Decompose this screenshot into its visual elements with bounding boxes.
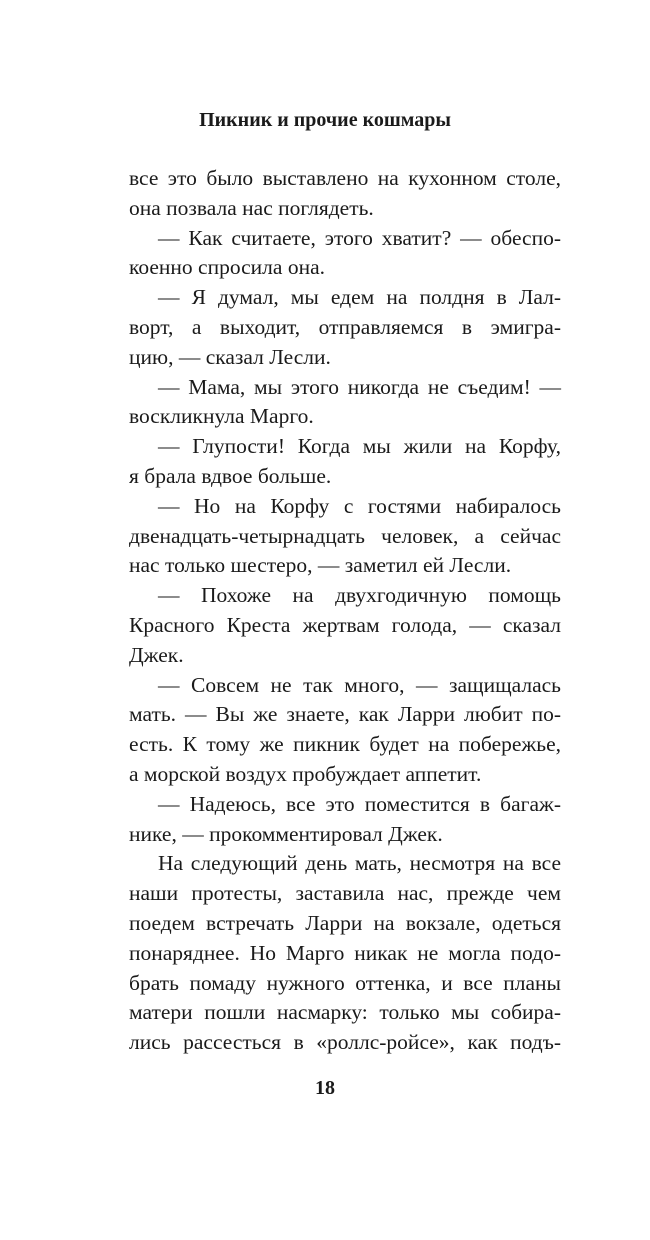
text-line: понаряднее. Но Марго никак не могла подо-	[129, 940, 561, 965]
text-line: коенно спросила она.	[129, 255, 325, 280]
text-line: Красного Креста жертвам голода, — сказал	[129, 612, 561, 637]
text-line: есть. К тому же пикник будет на побережье,	[129, 732, 561, 757]
text-line: — Но на Корфу с гостями набиралось	[158, 493, 561, 518]
text-line: ворт, а выходит, отправляемся в эмигра-	[129, 314, 561, 339]
text-line: я брала вдвое больше.	[129, 463, 332, 488]
text-line: поедем встречать Ларри на вокзале, одеться	[129, 910, 561, 935]
body-text	[129, 164, 561, 1058]
text-line: Джек.	[129, 642, 184, 667]
text-line: — Надеюсь, все это поместится в багаж-	[158, 791, 561, 816]
text-line: наши протесты, заставила нас, прежде чем	[129, 881, 561, 906]
text-line: На следующий день мать, несмотря на все	[158, 851, 561, 876]
text-line: все это было выставлено на кухонном столе,	[129, 166, 561, 190]
text-line: а морской воздух пробуждает аппетит.	[129, 761, 482, 786]
text-line: — Глупости! Когда мы жили на Корфу,	[158, 434, 561, 459]
page-number: 18	[315, 1077, 335, 1099]
text-line: двенадцать-четырнадцать человек, а сейчас	[129, 523, 561, 548]
text-line: брать помаду нужного оттенка, и все планы	[129, 970, 561, 995]
running-title: Пикник и прочие кошмары	[199, 109, 451, 131]
text-line: нике, — прокомментировал Джек.	[129, 821, 443, 846]
text-line: мать. — Вы же знаете, как Ларри любит по-	[129, 702, 561, 727]
text-line: — Как считаете, этого хватит? — обеспо-	[158, 225, 561, 250]
text-line: матери пошли насмарку: только мы собира-	[129, 1000, 561, 1025]
text-line: воскликнула Марго.	[129, 404, 314, 429]
text-line: цию, — сказал Лесли.	[129, 344, 331, 369]
text-line: — Я думал, мы едем на полдня в Лал-	[158, 285, 561, 310]
text-line: — Совсем не так много, — защищалась	[158, 672, 561, 697]
text-line: нас только шестеро, — заметил ей Лесли.	[129, 553, 512, 578]
text-line: она позвала нас поглядеть.	[129, 195, 374, 220]
text-line: — Мама, мы этого никогда не съедим! —	[158, 374, 561, 399]
text-line: — Похоже на двухгодичную помощь	[158, 583, 561, 608]
text-line: лись рассесться в «роллс-ройсе», как подъ-	[129, 1030, 561, 1055]
